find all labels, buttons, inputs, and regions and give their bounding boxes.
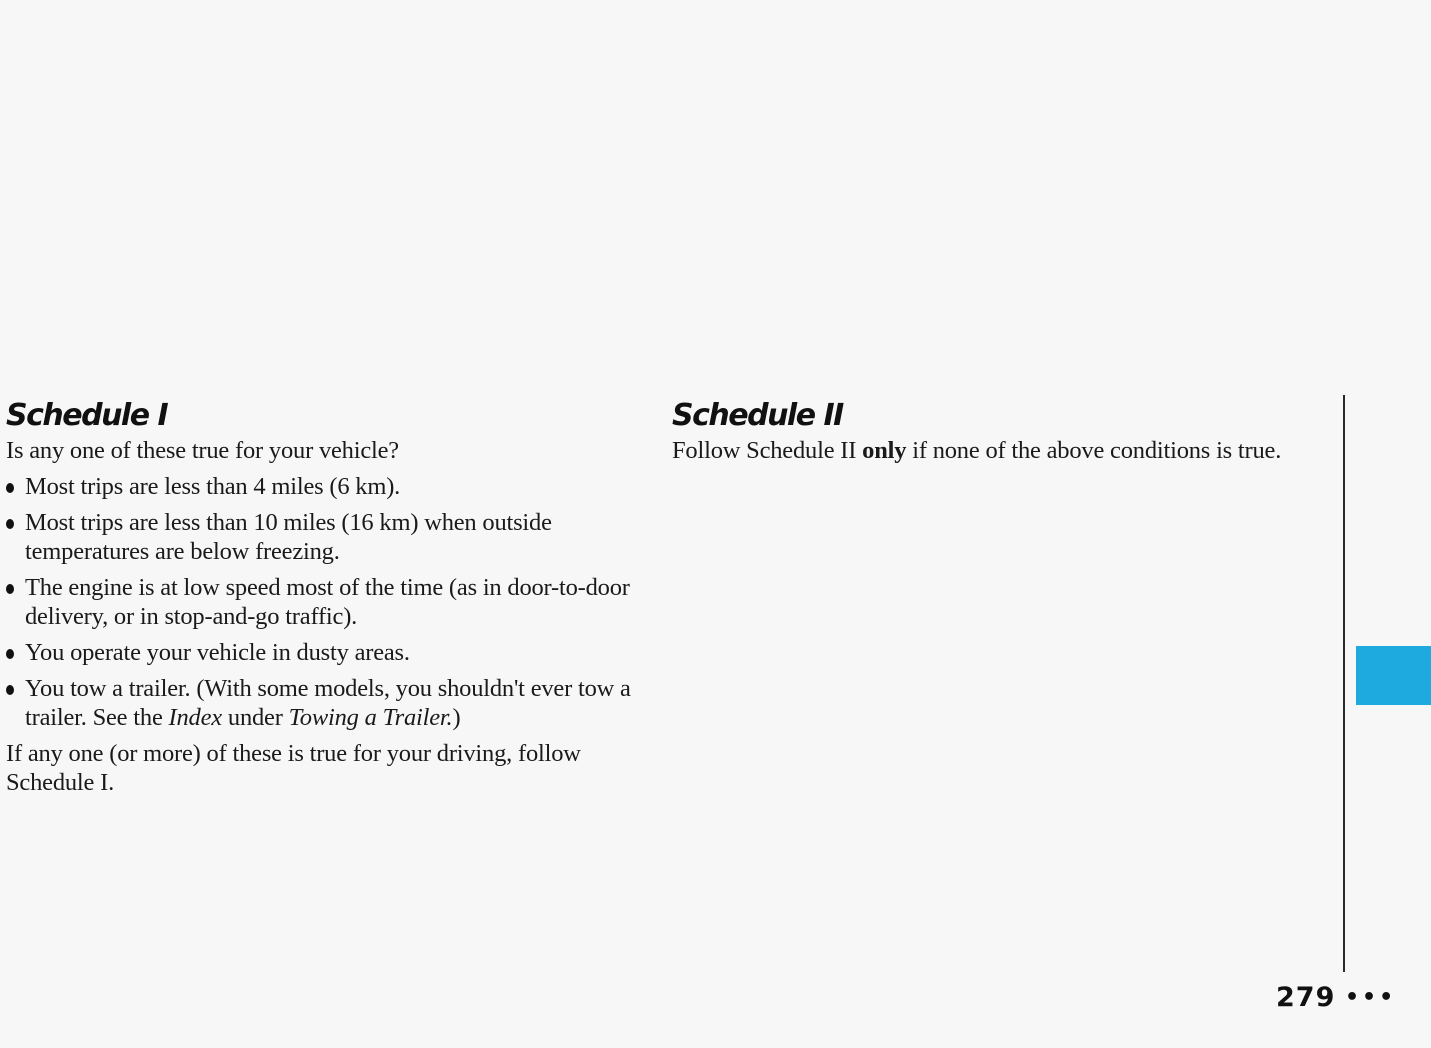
schedule-one-section	[6, 398, 636, 797]
list-item	[6, 638, 636, 667]
page-number: 279	[1276, 982, 1336, 1013]
conditions-list	[6, 472, 636, 732]
list-item-text: You tow a trailer. (With some models, you shouldn't ever tow a trailer. See the	[25, 675, 631, 731]
page-dots: •••	[1345, 985, 1397, 1010]
list-item-text: Most trips are less than 10 miles (16 km) when outside temperatures are below freezing.	[25, 509, 552, 565]
list-item	[6, 674, 636, 732]
towing-trailer-reference: Towing a Trailer.	[288, 704, 453, 731]
schedule-one-question: Is any one of these true for your vehicle?	[6, 437, 399, 464]
section-tab-marker	[1356, 646, 1431, 705]
bullet-icon	[6, 519, 14, 529]
list-item-text: You operate your vehicle in dusty areas.	[25, 639, 410, 666]
vertical-divider	[1343, 395, 1345, 972]
index-reference: Index	[168, 704, 222, 731]
list-item-text: The engine is at low speed most of the time (as in door-to-door delivery, or in stop-and-go traffic).	[25, 574, 630, 630]
bullet-icon	[6, 483, 14, 493]
schedule-two-text-end: if none of the above conditions is true.	[906, 437, 1282, 464]
bullet-icon	[6, 584, 14, 594]
list-item	[6, 472, 636, 501]
only-emphasis: only	[862, 437, 907, 464]
bullet-icon	[6, 649, 14, 659]
list-item	[6, 573, 636, 631]
schedule-two-heading: Schedule II	[672, 398, 843, 433]
list-item-text: Most trips are less than 4 miles (6 km).	[25, 473, 401, 500]
schedule-two-text	[672, 436, 1287, 465]
schedule-two-section	[672, 398, 1287, 465]
schedule-one-conclusion: If any one (or more) of these is true for your driving, follow Schedule I.	[6, 740, 581, 796]
list-item-text: under	[221, 704, 289, 731]
bullet-icon	[6, 685, 14, 695]
list-item-text: )	[452, 704, 461, 731]
list-item	[6, 508, 636, 566]
schedule-two-text-start: Follow Schedule II	[672, 437, 863, 464]
schedule-one-heading: Schedule I	[6, 398, 168, 433]
